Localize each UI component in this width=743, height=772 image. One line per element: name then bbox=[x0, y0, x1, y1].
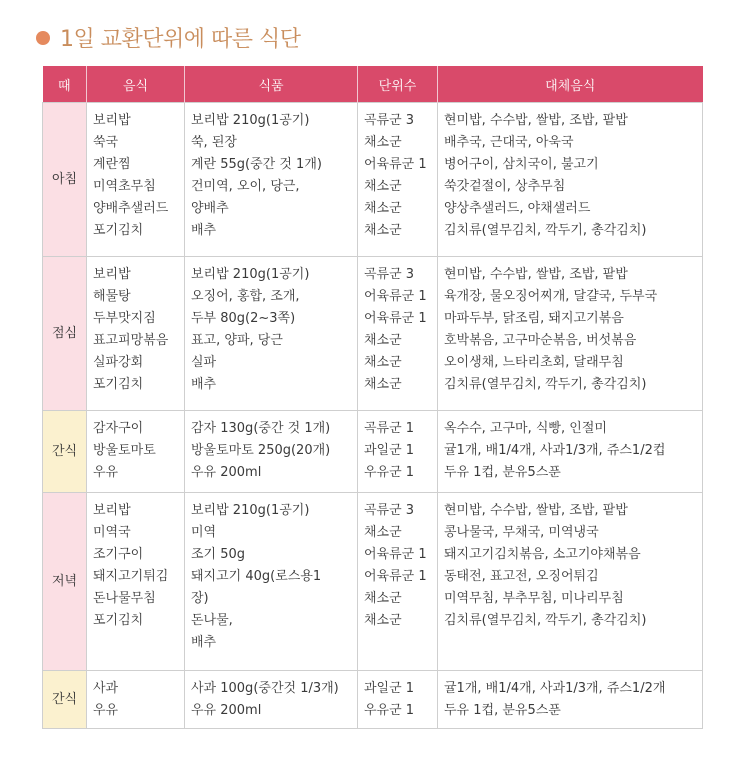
table-row bbox=[43, 671, 703, 729]
meal-cell: 간식 bbox=[43, 411, 87, 493]
table-row bbox=[43, 257, 703, 411]
food-cell: 사과 우유 bbox=[87, 671, 185, 729]
food-cell: 감자구이 방울토마토 우유 bbox=[87, 411, 185, 493]
food-cell: 보리밥 쑥국 계란찜 미역초무침 양배추샐러드 포기김치 bbox=[87, 103, 185, 257]
page-title bbox=[36, 22, 301, 53]
units-cell: 과일군 1 우유군 1 bbox=[358, 671, 438, 729]
alternatives-cell: 귤1개, 배1/4개, 사과1/3개, 쥬스1/2개 두유 1컵, 분유5스푼 bbox=[438, 671, 703, 729]
meal-cell: 아침 bbox=[43, 103, 87, 257]
units-cell: 곡류군 1 과일군 1 우유군 1 bbox=[358, 411, 438, 493]
ingredients-cell: 보리밥 210g(1공기) 쑥, 된장 계란 55g(중간 것 1개) 건미역, 오이, 당근, 양배추 배추 bbox=[185, 103, 358, 257]
table-row bbox=[43, 411, 703, 493]
alternatives-cell: 현미밥, 수수밥, 쌀밥, 조밥, 팥밥 배추국, 근대국, 아욱국 병어구이, 삼치국이, 불고기 쑥갓겉절이, 상추무침 양상추샐러드, 야채샐러드 김치류(열무김치, 깍두기, 총각김치) bbox=[438, 103, 703, 257]
alternatives-cell: 현미밥, 수수밥, 쌀밥, 조밥, 팥밥 콩나물국, 무채국, 미역냉국 돼지고기김치볶음, 소고기야채볶음 동태전, 표고전, 오징어튀김 미역무침, 부추무침, 미나리무침 김치류(열무김치, 깍두기, 총각김치) bbox=[438, 493, 703, 671]
ingredients-cell: 보리밥 210g(1공기) 오징어, 홍합, 조개, 두부 80g(2~3쪽) 표고, 양파, 당근 실파 배추 bbox=[185, 257, 358, 411]
header-ingredients: 식품 bbox=[185, 66, 358, 103]
diet-table bbox=[42, 66, 703, 729]
alternatives-cell: 현미밥, 수수밥, 쌀밥, 조밥, 팥밥 육개장, 물오징어찌개, 달걀국, 두부국 마파두부, 닭조림, 돼지고기볶음 호박볶음, 고구마순볶음, 버섯볶음 오이생채, 느타리초회, 달래무침 김치류(열무김치, 깍두기, 총각김치) bbox=[438, 257, 703, 411]
header-units: 단위수 bbox=[358, 66, 438, 103]
units-cell: 곡류군 3 채소군 어육류군 1 어육류군 1 채소군 채소군 bbox=[358, 493, 438, 671]
food-cell: 보리밥 해물탕 두부맛지짐 표고피망볶음 실파강회 포기김치 bbox=[87, 257, 185, 411]
ingredients-cell: 사과 100g(중간것 1/3개) 우유 200ml bbox=[185, 671, 358, 729]
ingredients-cell: 보리밥 210g(1공기) 미역 조기 50g 돼지고기 40g(로스용1 장) 돈나물, 배추 bbox=[185, 493, 358, 671]
header-meal: 때 bbox=[43, 66, 87, 103]
bullet-dot-icon bbox=[36, 31, 50, 45]
header-alternatives: 대체음식 bbox=[438, 66, 703, 103]
units-cell: 곡류군 3 어육류군 1 어육류군 1 채소군 채소군 채소군 bbox=[358, 257, 438, 411]
table-header-row bbox=[43, 66, 703, 103]
ingredients-cell: 감자 130g(중간 것 1개) 방울토마토 250g(20개) 우유 200ml bbox=[185, 411, 358, 493]
food-cell: 보리밥 미역국 조기구이 돼지고기튀김 돈나물무침 포기김치 bbox=[87, 493, 185, 671]
meal-cell: 점심 bbox=[43, 257, 87, 411]
table-row bbox=[43, 493, 703, 671]
table-row bbox=[43, 103, 703, 257]
header-food: 음식 bbox=[87, 66, 185, 103]
units-cell: 곡류군 3 채소군 어육류군 1 채소군 채소군 채소군 bbox=[358, 103, 438, 257]
meal-cell: 간식 bbox=[43, 671, 87, 729]
meal-cell: 저녁 bbox=[43, 493, 87, 671]
title-text: 1일 교환단위에 따른 식단 bbox=[60, 27, 301, 52]
alternatives-cell: 옥수수, 고구마, 식빵, 인절미 귤1개, 배1/4개, 사과1/3개, 쥬스1/2컵 두유 1컵, 분유5스푼 bbox=[438, 411, 703, 493]
